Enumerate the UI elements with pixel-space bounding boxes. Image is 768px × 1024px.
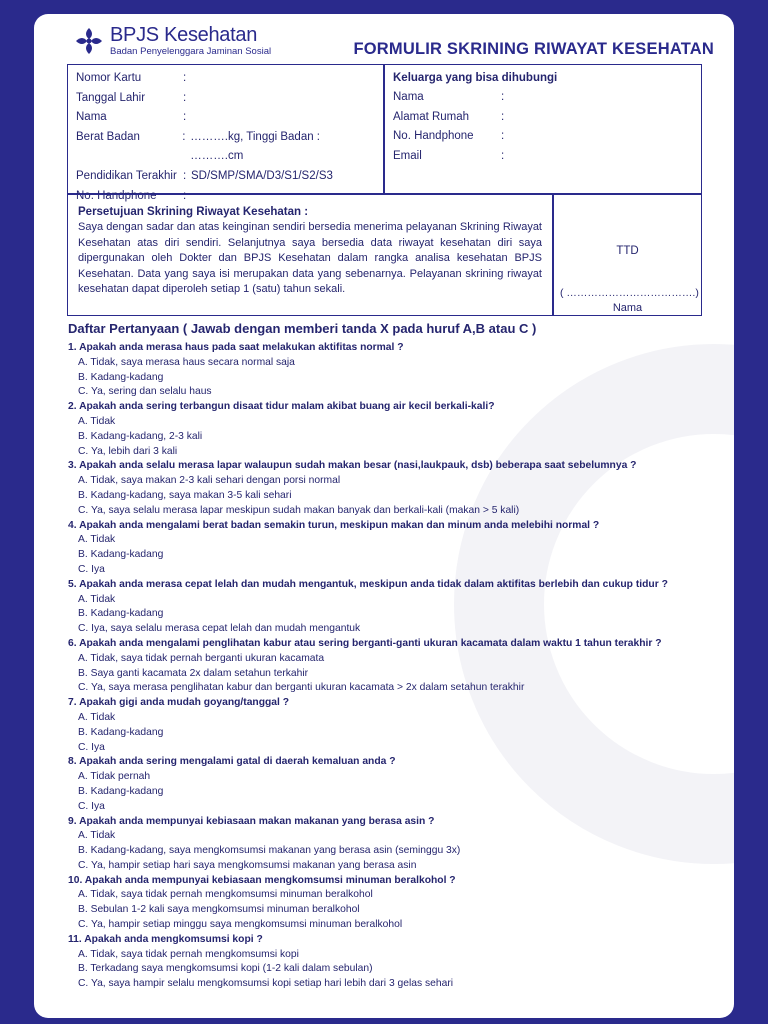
identity-value-field[interactable]: ……….kg, Tinggi Badan : ……….cm [190,130,321,163]
question-text: 9. Apakah anda mempunyai kebiasaan makan makanan yang berasa asin ? [68,815,435,827]
answer-option[interactable]: C. Iya [78,741,105,753]
identity-row [76,128,375,167]
answer-option[interactable]: A. Tidak [78,415,116,427]
question-item [68,815,718,874]
identity-separator: : [183,91,187,104]
answer-option[interactable]: C. Ya, hampir setiap hari saya mengkomsumsi makanan yang berasa asin [78,859,417,871]
answer-option[interactable]: C. Ya, lebih dari 3 kali [78,445,178,457]
identity-label: Pendidikan Terakhir [76,169,177,182]
family-contact-title: Keluarga yang bisa dihubungi [393,72,558,84]
identity-row [76,167,375,187]
questionnaire-heading: Daftar Pertanyaan ( Jawab dengan memberi tanda X pada huruf A,B atau C ) [68,321,537,336]
answer-option[interactable]: A. Tidak, saya tidak pernah mengkomsumsi minuman beralkohol [78,889,373,901]
question-text: 8. Apakah anda sering mengalami gatal di daerah kemaluan anda ? [68,756,396,768]
question-item [68,519,718,578]
consent-text: Saya dengan sadar dan atas keinginan sendiri bersedia menerima pelayanan Skrining Riwayat Kesehatan atas diri sendiri. Selanjutnya saya bersedia data riwayat kesehatan diri saya dipergunakan oleh Dokter dan BPJS Kesehatan dalam rangka analisa kesehatan BPJS Kesehatan. Data yang saya isi merupakan data yang sebenarnya. Pelayanan skrining riwayat kesehatan dapat diperoleh setiap 1 (satu) tahun sekali. [78,221,542,296]
question-item [68,637,718,696]
answer-option[interactable]: B. Kadang-kadang, saya makan 3-5 kali sehari [78,489,292,501]
answer-option[interactable]: A. Tidak pernah [78,771,151,783]
question-text: 7. Apakah gigi anda mudah goyang/tanggal ? [68,697,290,709]
question-text: 4. Apakah anda mengalami berat badan semakin turun, meskipun makan dan minum anda melebihi normal ? [68,519,600,531]
identity-box [67,64,384,202]
form-sheet [34,14,734,1018]
question-item [68,933,718,992]
answer-option[interactable]: C. Ya, hampir setiap minggu saya mengkomsumsi minuman beralkohol [78,919,403,931]
answer-option[interactable]: B. Kadang-kadang, saya mengkomsumsi makanan yang berasa asin (seminggu 3x) [78,845,461,857]
answer-option[interactable]: B. Kadang-kadang [78,549,164,561]
answer-option[interactable]: C. Ya, saya selalu merasa lapar meskipun sudah makan banyak dan berkali-kali (makan > 5 kali) [78,504,520,516]
answer-option[interactable]: B. Sebulan 1-2 kali saya mengkomsumsi minuman beralkohol [78,904,360,916]
question-item [68,696,718,755]
question-item [68,459,718,518]
answer-option[interactable]: C. Iya [78,800,105,812]
identity-label: No. Handphone [76,189,157,202]
questionnaire [68,320,718,992]
answer-option[interactable]: B. Saya ganti kacamata 2x dalam setahun terkahir [78,667,309,679]
identity-row [76,89,375,109]
identity-label: Berat Badan [76,130,140,143]
answer-option[interactable]: B. Kadang-kadang, 2-3 kali [78,430,203,442]
question-text: 1. Apakah anda merasa haus pada saat melakukan aktifitas normal ? [68,342,404,353]
bpjs-emblem-icon [74,26,104,56]
question-item [68,874,718,933]
answer-option[interactable]: B. Terkadang saya mengkomsumsi kopi (1-2 kali dalam sebulan) [78,963,373,975]
answer-option[interactable]: A. Tidak, saya makan 2-3 kali sehari dengan porsi normal [78,475,341,487]
question-text: 6. Apakah anda mengalami penglihatan kabur atau sering berganti-ganti ukuran kacamata dalam waktu 1 tahun terakhir ? [68,637,662,649]
question-item [68,755,718,814]
identity-separator: : [183,189,187,202]
logo-subtitle: Badan Penyelenggara Jaminan Sosial [110,46,272,57]
signature-box[interactable] [553,194,702,316]
family-contact-label: Alamat Rumah [393,110,470,123]
answer-option[interactable]: C. Iya [78,563,105,575]
identity-separator: : [182,130,186,143]
answer-option[interactable]: A. Tidak, saya merasa haus secara normal saja [78,356,295,368]
family-contact-label: Nama [393,91,424,103]
answer-option[interactable]: A. Tidak, saya tidak pernah mengkomsumsi kopi [78,948,299,960]
answer-option[interactable]: A. Tidak [78,830,116,842]
signature-label: TTD [616,245,639,257]
answer-option[interactable]: C. Ya, sering dan selalu haus [78,386,212,398]
answer-option[interactable]: A. Tidak [78,534,116,546]
logo-name: BPJS Kesehatan [110,24,258,46]
identity-separator: : [183,111,187,124]
answer-option[interactable]: B. Kadang-kadang [78,726,164,738]
question-item [68,400,718,459]
signature-name-label: Nama [612,302,643,314]
family-contact-row [393,127,693,147]
family-contact-separator: : [501,91,505,103]
bpjs-logo [74,24,271,57]
identity-label: Tanggal Lahir [76,91,146,104]
answer-option[interactable]: A. Tidak, saya tidak pernah berganti ukuran kacamata [78,652,325,664]
question-item [68,341,718,400]
form-title: FORMULIR SKRINING RIWAYAT KESEHATAN [353,40,714,58]
consent-box [67,194,553,316]
family-contact-separator: : [501,110,505,123]
identity-value-field[interactable]: SD/SMP/SMA/D3/S1/S2/S3 [191,169,333,182]
family-contact-label: No. Handphone [393,130,474,143]
answer-option[interactable]: B. Kadang-kadang [78,608,164,620]
question-text: 11. Apakah anda mengkomsumsi kopi ? [68,933,263,945]
identity-row [76,108,375,128]
answer-option[interactable]: C. Iya, saya selalu merasa cepat lelah dan mudah mengantuk [78,623,361,635]
answer-option[interactable]: A. Tidak [78,593,116,605]
identity-separator: : [183,72,187,84]
question-item [68,578,718,637]
signature-line: ( ……………………………….) [560,287,699,299]
family-contact-separator: : [501,130,505,143]
answer-option[interactable]: B. Kadang-kadang [78,371,164,383]
family-contact-row [393,88,693,108]
answer-option[interactable]: B. Kadang-kadang [78,785,164,797]
question-text: 10. Apakah anda mempunyai kebiasaan mengkomsumsi minuman beralkohol ? [68,874,456,886]
family-contact-row [393,147,693,167]
answer-option[interactable]: A. Tidak [78,711,116,723]
family-contact-box [384,64,702,194]
answer-option[interactable]: C. Ya, saya merasa penglihatan kabur dan berganti ukuran kacamata > 2x dalam setahun terakhir [78,682,525,694]
answer-option[interactable]: C. Ya, saya hampir selalu mengkomsumsi kopi setiap hari lebih dari 3 gelas sehari [78,978,454,990]
identity-label: Nomor Kartu [76,72,142,84]
identity-row [76,69,375,89]
question-text: 2. Apakah anda sering terbangun disaat tidur malam akibat buang air kecil berkali-kali? [68,401,495,413]
identity-separator: : [183,169,187,182]
family-contact-label: Email [393,149,422,162]
identity-label: Nama [76,111,107,124]
question-text: 3. Apakah anda selalu merasa lapar walaupun sudah makan besar (nasi,laukpauk, dsb) beberapa saat sebelumnya ? [68,460,637,472]
consent-title: Persetujuan Skrining Riwayat Kesehatan : [78,206,309,218]
question-text: 5. Apakah anda merasa cepat lelah dan mudah mengantuk, meskipun anda tidak dalam aktifitas berlebih dan cukup tidur ? [68,578,668,590]
family-contact-row [393,108,693,128]
family-contact-separator: : [501,149,505,162]
